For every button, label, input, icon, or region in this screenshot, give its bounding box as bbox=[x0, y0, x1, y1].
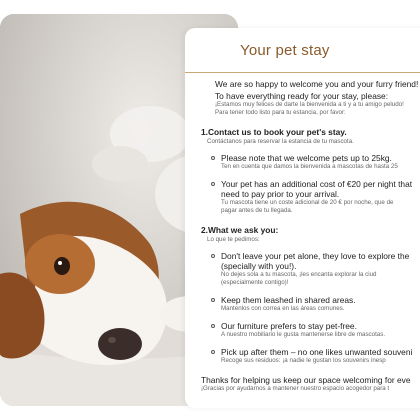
bullet-text-es: Recoge sus residuos: ¡a nadie le gustan los souvenirs inesp bbox=[221, 357, 386, 364]
bullet-circle-icon bbox=[211, 254, 215, 258]
bullet-text-es: A nuestro mobiliario le gusta mantenerse libre de mascotas. bbox=[221, 331, 386, 338]
bullet-circle-icon bbox=[211, 156, 215, 160]
closing-message bbox=[201, 375, 420, 393]
bullet-text: need to pay prior to your arrival. bbox=[221, 189, 340, 199]
bullet-text-es: No dejes sola a tu mascota, ¡les encanta explorar la ciud bbox=[221, 271, 377, 278]
bullet-text-es: pagar antes de tu llegada. bbox=[221, 207, 293, 214]
bullet-text-es: Mantenlos con correa en las áreas comunes. bbox=[221, 305, 345, 312]
bullet-text: Your pet has an additional cost of €20 per night that bbox=[221, 179, 413, 189]
bullet-text: Please note that we welcome pets up to 25kg. bbox=[221, 153, 392, 163]
list-item bbox=[211, 179, 420, 215]
bullet-text-es: Ten en cuenta que damos la bienvenida a mascotas de hasta 25 bbox=[221, 163, 398, 170]
pet-stay-card bbox=[185, 28, 420, 408]
bullet-text: Our furniture prefers to stay pet-free. bbox=[221, 321, 357, 331]
bullet-text: (specially with you!). bbox=[221, 261, 297, 271]
list-item bbox=[211, 251, 420, 287]
list-item bbox=[211, 153, 420, 171]
section-what-we-ask bbox=[201, 225, 420, 365]
bullet-text: Pick up after them – no one likes unwanted souveni bbox=[221, 347, 413, 357]
bullet-circle-icon bbox=[211, 298, 215, 302]
list-item bbox=[211, 321, 420, 339]
section-number: 1. bbox=[201, 127, 208, 137]
section-heading bbox=[201, 127, 420, 137]
intro-es-line-2: Para tener todo listo para tu estancia, por favor: bbox=[215, 109, 346, 116]
card-header bbox=[185, 28, 420, 73]
intro-line-2: To have everything ready for your stay, please: bbox=[215, 91, 389, 101]
list-item bbox=[211, 295, 420, 313]
bullet-text: Keep them leashed in shared areas. bbox=[221, 295, 356, 305]
card-content bbox=[185, 73, 420, 393]
intro-line-1: We are so happy to welcome you and your furry friend! bbox=[215, 79, 419, 89]
section-heading-text: What we ask you: bbox=[208, 225, 279, 235]
intro-es-line-1: ¡Estamos muy felices de darte la bienvenida a ti y a tu amigo peludo! bbox=[215, 101, 404, 108]
bullet-text: Don't leave your pet alone, they love to explore the bbox=[221, 251, 410, 261]
bullet-circle-icon bbox=[211, 350, 215, 354]
outro-text: Thanks for helping us keep our space welcoming for eve bbox=[201, 375, 411, 385]
section-heading bbox=[201, 225, 420, 235]
page-title: Your pet stay bbox=[240, 41, 330, 59]
section-heading-es: Contáctanos para reservar la estancia de tu mascota. bbox=[207, 138, 354, 145]
outro-text-es: ¡Gracias por ayudarnos a mantener nuestro espacio acogedor para t bbox=[201, 385, 390, 392]
section-heading-es: Lo que te pedimos: bbox=[207, 236, 260, 243]
section-contact bbox=[201, 127, 420, 215]
bullet-text-es: Tu mascota tiene un coste adicional de 20 € por noche, que de bbox=[221, 199, 394, 206]
bullet-circle-icon bbox=[211, 324, 215, 328]
list-item bbox=[211, 347, 420, 365]
bullet-circle-icon bbox=[211, 182, 215, 186]
bullet-text-es: (especialmente contigo)! bbox=[221, 279, 289, 286]
section-heading-text: Contact us to book your pet's stay. bbox=[208, 127, 347, 137]
section-number: 2. bbox=[201, 225, 208, 235]
